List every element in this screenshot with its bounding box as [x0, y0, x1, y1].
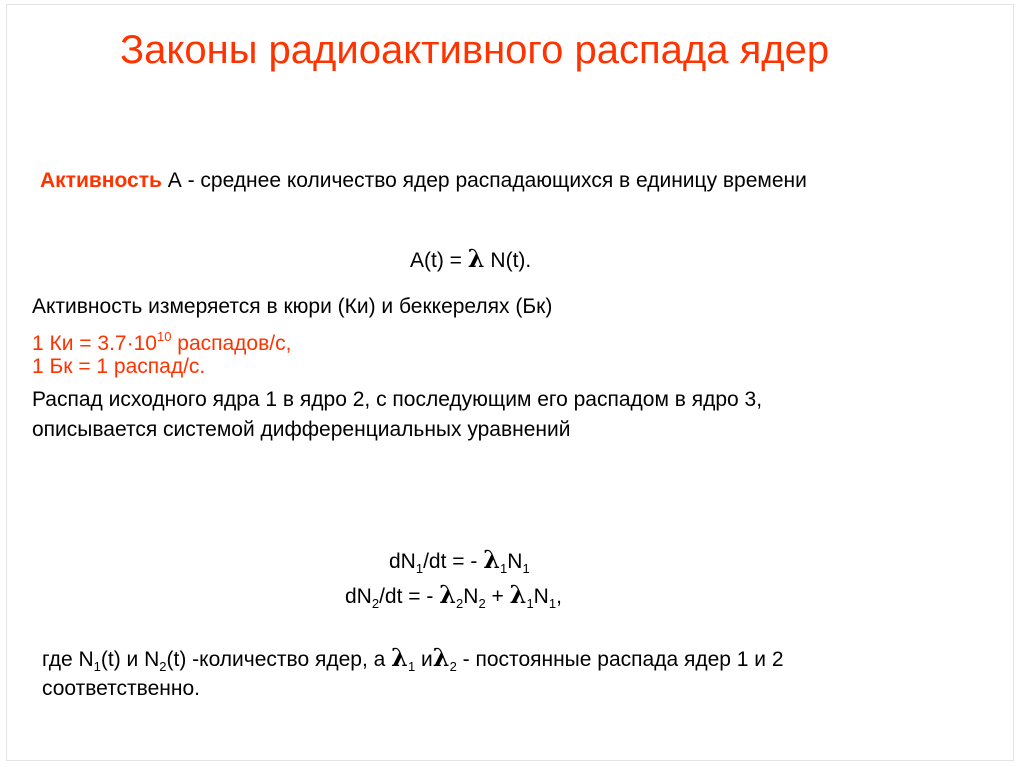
- footnote-text: и: [415, 648, 433, 671]
- eq2-comma: ,: [556, 585, 562, 608]
- equation-1: [389, 545, 530, 584]
- activity-formula: [410, 244, 531, 276]
- lambda-symbol: λ: [439, 580, 457, 609]
- lambda-symbol: λ: [509, 580, 527, 609]
- becquerel-definition: 1 Бк = 1 распад/с.: [32, 355, 206, 378]
- decay-text-line1: Распад исходного ядра 1 в ядро 2, с последующим его распадом в ядро 3,: [32, 388, 763, 411]
- footnote-sub: 1: [93, 659, 101, 674]
- eq1-lambda-sub: 1: [500, 561, 508, 576]
- eq1-n: N: [507, 550, 523, 573]
- curie-exponent: 10: [156, 329, 172, 344]
- eq1-n-sub: 1: [522, 561, 530, 576]
- footnote-text: (t) и N: [100, 648, 160, 671]
- lambda-symbol: λ: [432, 643, 450, 672]
- formula-rhs: N(t).: [484, 249, 532, 272]
- curie-suffix: распадов/с,: [171, 332, 292, 355]
- activity-definition-text: А - среднее количество ядер распадающихся в единицу времени: [161, 169, 807, 192]
- slide-title: Законы радиоактивного распада ядер: [120, 28, 830, 72]
- footnote-sub: 2: [449, 659, 457, 674]
- eq2-dn: dN: [345, 585, 372, 608]
- eq2-sub: 2: [371, 596, 380, 611]
- eq1-sub: 1: [415, 561, 424, 576]
- footnote-sub: 1: [407, 659, 416, 674]
- eq2-dt: /dt = -: [379, 585, 440, 608]
- eq2-n: N: [463, 585, 479, 608]
- footnote-text: где N: [42, 648, 94, 671]
- footnote-text: (t) -количество ядер, а: [166, 648, 392, 671]
- equation-2: [345, 580, 562, 619]
- eq2-n1-sub: 1: [548, 596, 557, 611]
- footnote-sub: 2: [159, 659, 167, 674]
- eq2-plus: +: [485, 585, 510, 608]
- formula-lhs: A(t) =: [410, 249, 468, 272]
- eq1-dn: dN: [389, 550, 416, 573]
- lambda-symbol: λ: [391, 643, 408, 672]
- eq2-lambda2-sub: 1: [526, 596, 534, 611]
- lambda-symbol: λ: [467, 244, 485, 273]
- eq2-n-sub: 2: [478, 596, 486, 611]
- eq1-dt: /dt = -: [423, 550, 484, 573]
- eq2-lambda-sub: 2: [456, 596, 464, 611]
- footnote-text: - постоянные распада ядер 1 и 2: [456, 648, 784, 671]
- units-line: Активность измеряется в кюри (Ки) и беккерелях (Бк): [32, 295, 553, 318]
- curie-prefix: 1 Ки = 3.7·10: [32, 332, 157, 355]
- eq2-n1: N: [533, 585, 549, 608]
- lambda-symbol: λ: [483, 545, 501, 574]
- activity-term: Активность: [40, 169, 162, 192]
- footnote-line2: соответственно.: [42, 677, 200, 700]
- decay-text-line2: описывается системой дифференциальных уравнений: [32, 418, 571, 441]
- activity-definition: [40, 166, 807, 196]
